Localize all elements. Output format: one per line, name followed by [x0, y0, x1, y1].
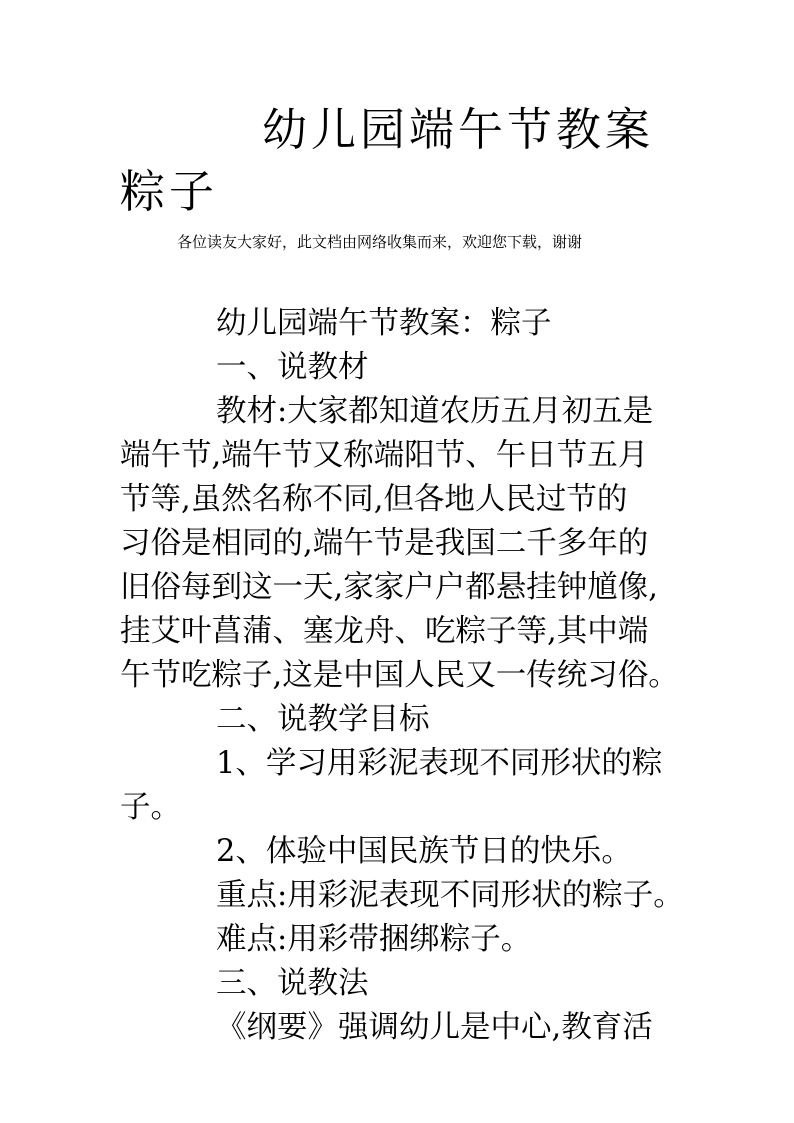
paragraph-line: 午节吃粽子,这是中国人民又一传统习俗。	[120, 658, 679, 693]
paragraph-line: 《纲要》强调幼儿是中心,教育活	[216, 1010, 653, 1045]
paragraph-line: 端午节,端午节又称端阳节、午日节五月	[120, 438, 649, 473]
difficulty-line: 难点:用彩带捆绑粽子。	[216, 922, 532, 957]
paragraph-line: 习俗是相同的,端午节是我国二千多年的	[120, 526, 649, 561]
section-title-1: 一、说教材	[216, 350, 369, 385]
goal-line: 子。	[120, 790, 181, 825]
goal-line: 2、体验中国民族节日的快乐。	[216, 834, 632, 869]
document-title-line-1: 幼儿园端午节教案	[262, 103, 655, 156]
paragraph-line: 旧俗每到这一天,家家户户都悬挂钟馗像,	[120, 570, 658, 605]
greeting-note: 各位读友大家好，此文档由网络收集而来，欢迎您下载，谢谢	[177, 233, 583, 251]
section-title-2: 二、说教学目标	[216, 702, 430, 737]
key-point-line: 重点:用彩泥表现不同形状的粽子。	[216, 878, 684, 913]
document-title-line-2: 粽子	[120, 165, 219, 218]
paragraph-line: 挂艾叶菖蒲、塞龙舟、吃粽子等,其中端	[120, 614, 649, 649]
paragraph-line: 节等,虽然名称不同,但各地人民过节的	[120, 482, 628, 517]
goal-line: 1、学习用彩泥表现不同形状的粽	[216, 746, 663, 781]
body-heading: 幼儿园端午节教案：粽子	[216, 306, 552, 341]
paragraph-line: 教材:大家都知道农历五月初五是	[216, 394, 654, 429]
section-title-3: 三、说教法	[216, 966, 369, 1001]
